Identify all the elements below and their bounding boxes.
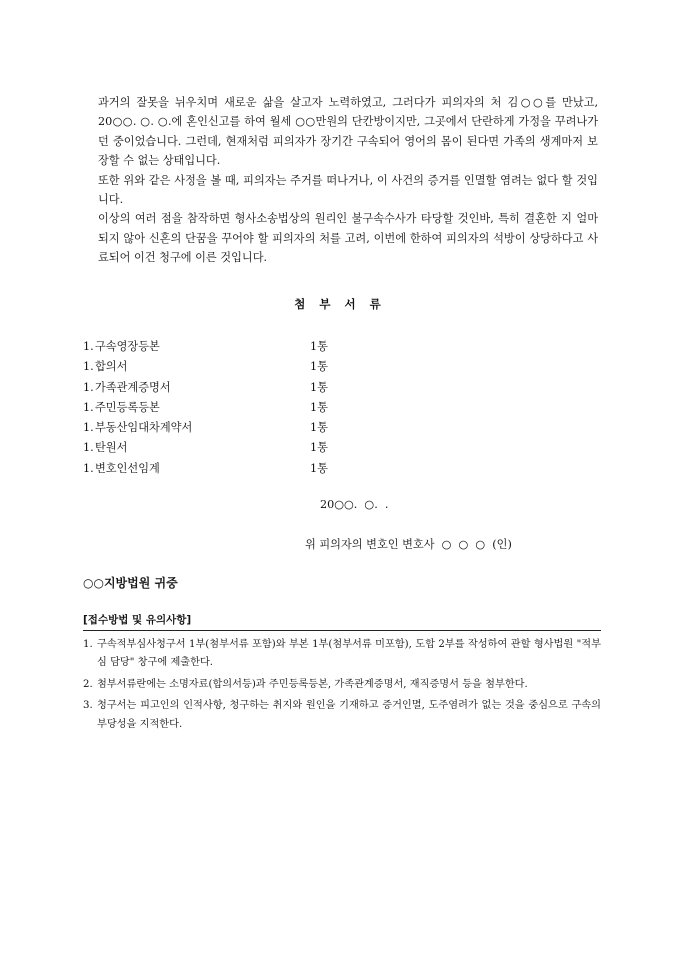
- paragraph-no-flight-risk: 또한 위와 같은 사정을 볼 때, 피의자는 주거를 떠나거나, 이 사건의 증거를 인멸할 염려는 없다 할 것입니다.: [98, 173, 598, 207]
- attachment-name: 합의서: [95, 360, 128, 374]
- note-item: [83, 636, 601, 673]
- attachment-count: 1통: [310, 380, 328, 394]
- paragraph-conclusion: 이상의 여러 점을 참작하면 형사소송법상의 원리인 불구속수사가 타당할 것인바, 특히 결혼한 지 얼마 되지 않아 신혼의 단꿈을 꾸어야 할 피의자의 처를 고려, 이번에 한하여 피의자의 석방이 상당하다고 사료되어 이건 청구에 이른 것입니다.: [98, 212, 598, 265]
- attachment-name: 주민등록등본: [95, 400, 160, 414]
- note-text: 청구서는 피고인의 인적사항, 청구하는 취지와 원인을 기재하고 증거인멸, 도주염려가 없는 것을 중심으로 구속의 부당성을 지적한다.: [97, 700, 601, 730]
- attachment-number: 1.: [83, 421, 94, 435]
- court-addressee: ○○지방법원 귀중: [83, 576, 178, 590]
- attachments-title: 첨 부 서 류: [294, 297, 386, 311]
- attachment-item: [83, 378, 383, 398]
- paragraph-family-situation: 과거의 잘못을 뉘우치며 새로운 삶을 살고자 노력하였고, 그러다가 피의자의 처 김○○를 만났고, 20○○. ○. ○.에 혼인신고를 하여 월세 ○○만원의 단칸방이지만, 그곳에서 단란하게 가정을 꾸려나가던 중이었습니다. 그런데, 현재처럼 피의자가 장기간 구속되어 영어의 몸이 된다면 가족의 생계마저 보장할 수 없는 상태입니다.: [98, 96, 598, 168]
- body-text: [98, 93, 598, 268]
- attachment-number: 1.: [83, 441, 94, 455]
- note-item: [83, 676, 601, 694]
- attachment-name: 변호인선임계: [95, 461, 160, 475]
- note-text: 구속적부심사청구서 1부(첨부서류 포함)와 부본 1부(첨부서류 미포함), 도합 2부를 작성하여 관할 형사법원 "적부심 담당" 창구에 제출한다.: [97, 639, 601, 669]
- attachment-item: [83, 337, 383, 357]
- attachment-count: 1통: [310, 421, 328, 435]
- note-number: 3.: [83, 700, 93, 712]
- filing-date: 20○○. ○. .: [320, 498, 389, 511]
- attachment-count: 1통: [310, 340, 328, 353]
- attachment-number: 1.: [83, 461, 94, 475]
- note-item: [83, 697, 601, 734]
- attachment-name: 구속영장등본: [95, 340, 160, 353]
- attachment-number: 1.: [83, 360, 94, 374]
- attachment-number: 1.: [83, 340, 94, 353]
- attachment-count: 1통: [310, 400, 328, 414]
- attachments-list: [83, 337, 383, 479]
- notes-title: [접수방법 및 유의사항]: [83, 614, 192, 626]
- attachment-item: [83, 398, 383, 418]
- attachment-count: 1통: [310, 360, 328, 374]
- attachment-number: 1.: [83, 380, 94, 394]
- note-text: 첨부서류란에는 소명자료(합의서등)과 주민등록등본, 가족관계증명서, 재직증명서 등을 첨부한다.: [97, 678, 528, 690]
- attachment-count: 1통: [310, 461, 328, 475]
- attachment-item: [83, 418, 383, 438]
- note-number: 2.: [83, 678, 93, 690]
- attachment-number: 1.: [83, 400, 94, 414]
- signer-line: 위 피의자의 변호인 변호사 ○ ○ ○ (인): [305, 538, 512, 551]
- notes-divider: [83, 630, 601, 631]
- attachment-name: 탄원서: [95, 441, 128, 455]
- notes-list: [83, 636, 601, 737]
- attachment-name: 가족관계증명서: [95, 380, 171, 394]
- attachment-name: 부동산임대차계약서: [95, 421, 193, 435]
- attachment-item: [83, 438, 383, 458]
- attachment-item: [83, 459, 383, 479]
- attachment-item: [83, 357, 383, 377]
- attachment-count: 1통: [310, 441, 328, 455]
- note-number: 1.: [83, 639, 93, 650]
